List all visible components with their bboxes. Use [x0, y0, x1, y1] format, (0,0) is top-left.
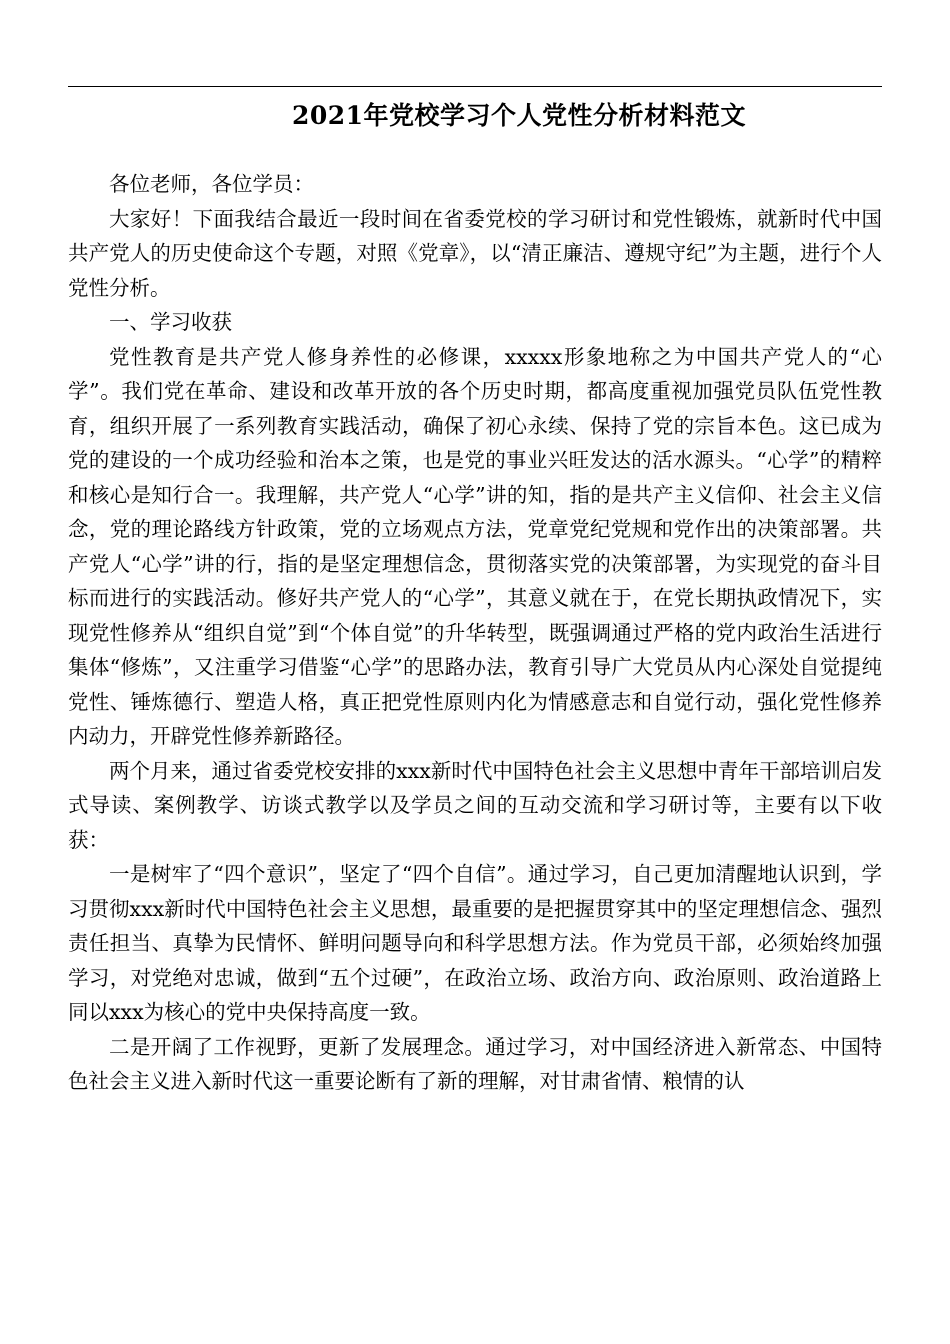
- header-rule: [68, 86, 882, 87]
- body-paragraph: 一是树牢了“四个意识”，坚定了“四个自信”。通过学习，自己更加清醒地认识到，学习贯彻xxx新时代中国特色社会主义思想，最重要的是把握贯穿其中的坚定理想信念、强烈责任担当、真挚为民情怀、鲜明问题导向和科学思想方法。作为党员干部，必须始终加强学习，对党绝对忠诚，做到“五个过硬”，在政治立场、政治方向、政治原则、政治道路上同以xxx为核心的党中央保持高度一致。: [68, 862, 882, 1024]
- section-heading-learning-gains: 一、学习收获: [109, 310, 232, 334]
- document-body: [68, 167, 882, 1099]
- opening-paragraph: 大家好！下面我结合最近一段时间在省委党校的学习研讨和党性锻炼，就新时代中国共产党人的历史使命这个专题，对照《党章》，以“清正廉洁、遵规守纪”为主题，进行个人党性分析。: [68, 206, 882, 300]
- body-paragraph: 两个月来，通过省委党校安排的xxx新时代中国特色社会主义思想中青年干部培训启发式导读、案例教学、访谈式教学以及学员之间的互动交流和学习研讨等，主要有以下收获：: [68, 758, 882, 852]
- document-title: 2021年党校学习个人党性分析材料范文: [291, 101, 747, 130]
- body-paragraph: 党性教育是共产党人修身养性的必修课，xxxxx形象地称之为中国共产党人的“心学”。我们党在革命、建设和改革开放的各个历史时期，都高度重视加强党员队伍党性教育，组织开展了一系列教育实践活动，确保了初心永续、保持了党的宗旨本色。这已成为党的建设的一个成功经验和治本之策，也是党的事业兴旺发达的活水源头。“心学”的精粹和核心是知行合一。我理解，共产党人“心学”讲的知，指的是共产主义信仰、社会主义信念，党的理论路线方针政策，党的立场观点方法，党章党纪党规和党作出的决策部署。共产党人“心学”讲的行，指的是坚定理想信念，贯彻落实党的决策部署，为实现党的奋斗目标而进行的实践活动。修好共产党人的“心学”，其意义就在于，在党长期执政情况下，实现党性修养从“组织自觉”到“个体自觉”的升华转型，既强调通过严格的党内政治生活进行集体“修炼”，又注重学习借鉴“心学”的思路办法，教育引导广大党员从内心深处自觉提纯党性、锤炼德行、塑造人格，真正把党性原则内化为情感意志和自觉行动，强化党性修养内动力，开辟党性修养新路径。: [68, 344, 882, 748]
- salutation: 各位老师，各位学员：: [109, 172, 314, 196]
- body-paragraph: 二是开阔了工作视野，更新了发展理念。通过学习，对中国经济进入新常态、中国特色社会主义进入新时代这一重要论断有了新的理解，对甘肃省情、粮情的认: [68, 1034, 882, 1093]
